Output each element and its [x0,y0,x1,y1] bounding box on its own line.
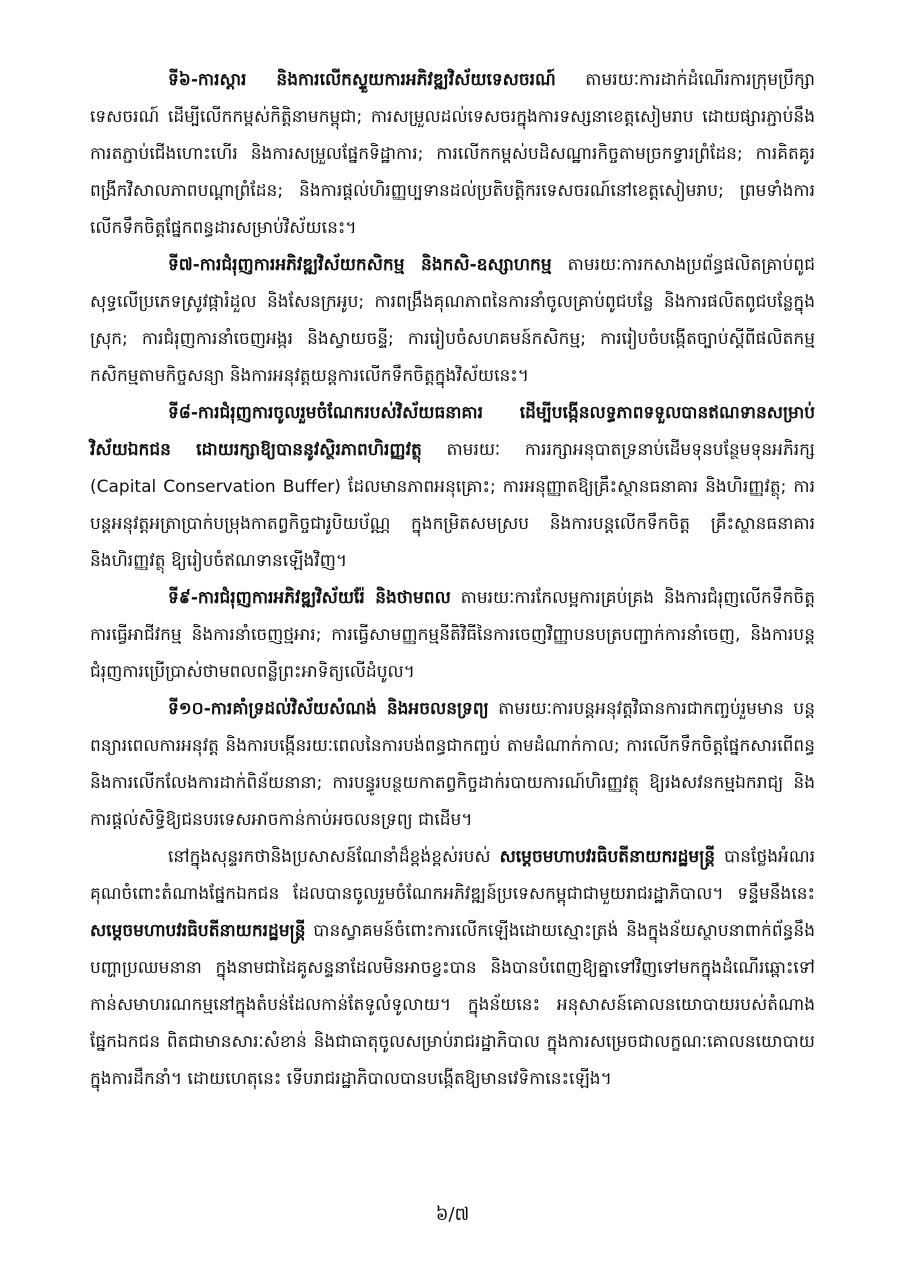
section-6-heading: ទី៦-ការស្ដារ និងការលើកស្ទួយការអភិវឌ្ឍវិស័យទេសចរណ៍ [168,70,556,90]
closing-text-1: នៅក្នុងសុន្ទរកថានិងប្រសាសន៍ណែនាំដ៏ខ្ពង់ខ្ពស់របស់ [168,847,500,867]
closing-title-1: សម្ដេចមហាបវរធិបតីនាយករដ្ឋមន្ត្រី [499,847,716,867]
section-8 [90,395,815,580]
document-body [90,62,815,1098]
closing-paragraph [90,839,815,1098]
closing-text-3: បានស្វាគមន៍ចំពោះការលើកឡើងដោយស្មោះត្រង់ និងក្នុងន័យស្ថាបនាពាក់ព័ន្ធនឹងបញ្ហាប្រឈមនានា ក្នុងនាមជាដៃគូសន្ទនាដែលមិនអាចខ្វះបាន និងបានបំពេញឱ្យគ្នាទៅវិញទៅមកក្នុងដំណើរឆ្ពោះទៅកាន់សមាហរណកម្មនៅក្នុងតំបន់ដែលកាន់តែទូលំទូលាយ។ ក្នុងន័យនេះ អនុសាសន៍គោលនយោបាយរបស់តំណាងផ្នែកឯកជន ពិតជាមានសារៈសំខាន់ និងជាធាតុចូលសម្រាប់រាជរដ្ឋាភិបាល ក្នុងការសម្រេចជាលក្ខណៈគោលនយោបាយក្នុងការដឹកនាំ។ ដោយហេតុនេះ ទើបរាជរដ្ឋាភិបាលបានបង្កើតឱ្យមានវេទិកានេះឡើង។ [90,921,815,1089]
section-10-text: តាមរយៈការបន្តអនុវត្តវិធានការជាកញ្ចប់រួមមាន បន្តពន្យារពេលការអនុវត្ត និងការបង្កើនរយៈពេលនៃការបង់ពន្ធជាកញ្ចប់ តាមដំណាក់កាល; ការលើកទឹកចិត្តផ្នែកសារពើពន្ធ និងការលើកលែងការដាក់ពិន័យនានា; ការបន្ធូរបន្ថយកាតព្វកិច្ចដាក់របាយការណ៍ហិរញ្ញវត្ថុ ឱ្យរងសវនកម្មឯករាជ្យ និងការផ្តល់សិទ្ធិឱ្យជនបរទេសអាចកាន់កាប់អចលនទ្រព្យ ជាដើម។ [90,699,815,830]
section-8-heading: ទី៨-ការជំរុញការចូលរួមចំណែករបស់វិស័យធនាគារ ដើម្បីបង្កើនលទ្ធភាពទទួលបានឥណទានសម្រាប់វិស័យឯកជន ដោយរក្សាឱ្យបាននូវស្ថិរភាពហិរញ្ញវត្ថុ [90,403,815,460]
section-6-text: តាមរយៈការដាក់ដំណើរការក្រុមប្រឹក្សាទេសចរណ៍ ដើម្បីលើកកម្ពស់កិត្តិនាមកម្ពុជា; ការសម្រួលដល់ទេសចរក្នុងការទស្សនាខេត្តសៀមរាប ដោយផ្សារភ្ជាប់នឹងការតភ្ជាប់ជើងហោះហើរ និងការសម្រួលផ្នែកទិដ្ឋាការ; ការលើកកម្ពស់បដិសណ្ឋារកិច្ចតាមច្រកទ្វារព្រំដែន; ការគិតគូរពង្រីកវិសាលភាពបណ្តាព្រំដែន; និងការផ្តល់ហិរញ្ញប្បទានដល់ប្រតិបត្តិករទេសចរណ៍នៅខេត្តសៀមរាប; ព្រមទាំងការលើកទឹកចិត្តផ្នែកពន្ធដារសម្រាប់វិស័យនេះ។ [90,70,815,238]
section-9-heading: ទី៩-ការជំរុញការអភិវឌ្ឍវិស័យរ៉ែ និងថាមពល [168,588,451,608]
section-7 [90,247,815,395]
closing-title-2: សម្ដេចមហាបវរធិបតីនាយករដ្ឋមន្ត្រី [90,921,306,941]
section-9 [90,580,815,691]
section-7-text: តាមរយៈការកសាងប្រព័ន្ធផលិតគ្រាប់ពូជសុទ្ធលើប្រភេទស្រូវផ្ការំដួល និងសែនក្រអូប; ការពង្រឹងគុណភាពនៃការនាំចូលគ្រាប់ពូជបន្លែ និងការផលិតពូជបន្លែក្នុងស្រុក; ការជំរុញការនាំចេញអង្ករ និងស្វាយចន្ទី; ការរៀបចំសហគមន៍កសិកម្ម; ការរៀបចំបង្កើតច្បាប់ស្តីពីផលិតកម្មកសិកម្មតាមកិច្ចសន្យា និងការអនុវត្តយន្តការលើកទឹកចិត្តក្នុងវិស័យនេះ។ [90,255,815,386]
closing-text-2: បានថ្លែងអំណរគុណចំពោះតំណាងផ្នែកឯកជន ដែលបានចូលរួមចំណែកអភិវឌ្ឍន៍ប្រទេសកម្ពុជាជាមួយរាជរដ្ឋាភិបាល។ ទន្ទឹមនឹងនេះ [90,847,815,904]
section-6 [90,62,815,247]
page-number: ៦/៧ [435,1204,470,1225]
section-9-text: តាមរយៈការកែលម្អការគ្រប់គ្រង និងការជំរុញលើកទឹកចិត្តការធ្វើអាជីវកម្ម និងការនាំចេញថ្មអារ; ការធ្វើសាមញ្ញកម្មនីតិវិធីនៃការចេញវិញ្ញាបនបត្របញ្ជាក់ការនាំចេញ, និងការបន្តជំរុញការប្រើប្រាស់ថាមពលពន្លឺព្រះអាទិត្យលើដំបូល។ [90,588,815,682]
section-10-heading: ទី១០-ការគាំទ្រដល់វិស័យសំណង់ និងអចលនទ្រព្យ [168,699,489,719]
section-7-heading: ទី៧-ការជំរុញការអភិវឌ្ឍវិស័យកសិកម្ម និងកសិ-ឧស្សាហកម្ម [168,255,552,275]
section-10 [90,691,815,839]
section-8-text: តាមរយៈ ការរក្សាអនុបាតទ្រនាប់ដើមទុនបន្ថែមទុនអភិរក្ស (Capital Conservation Buffer) ដែលមានភាពអនុគ្រោះ; ការអនុញ្ញាតឱ្យគ្រឹះស្ថានធនាគារ និងហិរញ្ញវត្ថុ; ការបន្តអនុវត្តអត្រាប្រាក់បម្រុងកាតព្វកិច្ចជារូបិយប័ណ្ណ ក្នុងកម្រិតសមស្រប និងការបន្តលើកទឹកចិត្ត គ្រឹះស្ថានធនាគារ និងហិរញ្ញវត្ថុ ឱ្យរៀបចំឥណទានឡើងវិញ។ [90,440,815,571]
